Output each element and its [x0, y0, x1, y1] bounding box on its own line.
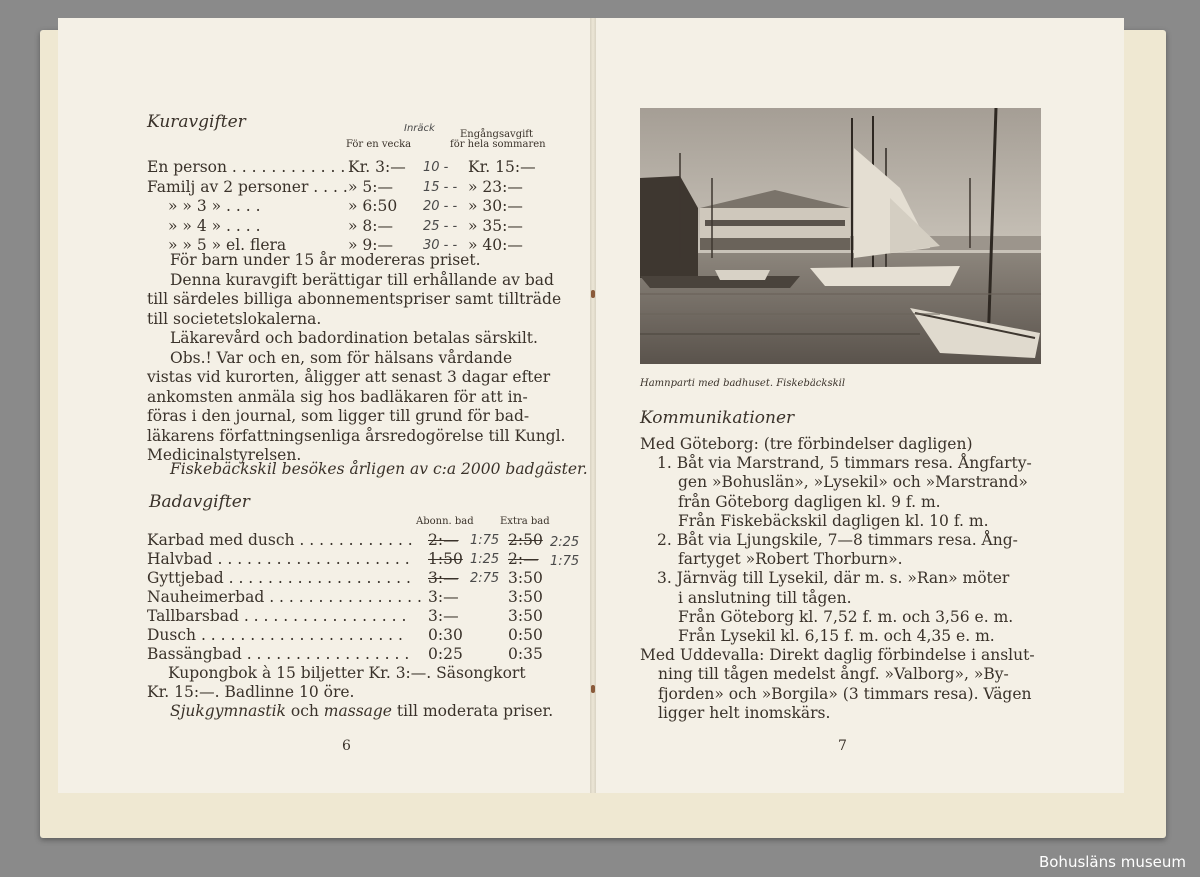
kuravgift-week-price: » 9:— [348, 236, 393, 254]
bath-extra-price: 2:— [508, 550, 539, 568]
kuravgift-season-price: » 30:— [468, 197, 523, 215]
bath-label: Nauheimerbad . . . . . . . . . . . . . . . . [147, 588, 422, 606]
bath-abonn-price: 1:50 [428, 550, 463, 568]
kommunikation-line: i anslutning till tågen. [678, 588, 852, 607]
bath-handwritten-abonn: 1:25 [470, 552, 500, 567]
body-text-line: läkarens författningsenliga årsredogörelse till Kungl. [147, 426, 566, 445]
sjukgymnastik-line [170, 702, 553, 720]
bath-abonn-price: 2:— [428, 531, 459, 549]
photo-caption: Hamnparti med badhuset. Fiskebäckskil [640, 378, 846, 389]
kuravgift-label: Familj av 2 personer . . . . [147, 177, 348, 196]
body-text-line: Medicinalstyrelsen. [147, 446, 302, 464]
heading-badavgifter: Badavgifter [149, 492, 250, 512]
body-text-line: ankomsten anmäla sig hos badläkaren för att in- [147, 387, 528, 406]
body-text-line: Obs.! Var och en, som för hälsans vårdande [170, 348, 513, 367]
bath-abonn-price: 3:— [428, 588, 459, 606]
kuravgift-handwritten: 30 - - [423, 238, 458, 253]
kommunikation-line: fjorden» och »Borgila» (3 timmars resa). Vägen [658, 684, 1032, 703]
bath-abonn-price: 0:25 [428, 645, 463, 663]
bath-label: Karbad med dusch . . . . . . . . . . . . [147, 531, 413, 549]
body-text-line: till societetslokalerna. [147, 309, 322, 328]
kuravgift-handwritten: 25 - - [423, 218, 458, 234]
gutter [590, 18, 596, 793]
kommunikation-line: ligger helt inomskärs. [658, 703, 831, 722]
kommunikation-line: Med Göteborg: (tre förbindelser dagligen) [640, 435, 973, 453]
bath-handwritten-extra: 1:75 [550, 554, 580, 569]
bath-label: Tallbarsbad . . . . . . . . . . . . . . . . . [147, 607, 407, 625]
bath-abonn-price: 3:— [428, 569, 459, 587]
kommunikation-line: 1. Båt via Marstrand, 5 timmars resa. Ångfarty- [657, 454, 1032, 473]
bath-label: Bassängbad . . . . . . . . . . . . . . . . . [147, 645, 410, 663]
kuravgift-handwritten: 15 - - [423, 179, 458, 195]
bath-label: Halvbad . . . . . . . . . . . . . . . . . . . . [147, 550, 410, 568]
kupong-line-2: Kr. 15:—. Badlinne 10 öre. [147, 683, 355, 701]
sjuk-b: och [285, 702, 324, 720]
sjuk-c: massage [323, 702, 392, 720]
kuravgift-handwritten: 20 - - [423, 199, 458, 214]
bath-extra-price: 0:50 [508, 626, 543, 644]
staple-hole [591, 290, 595, 298]
museum-watermark: Bohusläns museum [1038, 853, 1186, 871]
bath-handwritten-abonn: 1:75 [470, 533, 500, 548]
bath-extra-price: 3:50 [508, 588, 543, 606]
col-header-extra: Extra bad [500, 516, 550, 527]
kommunikation-line: 3. Järnväg till Lysekil, där m. s. »Ran» möter [657, 569, 1010, 588]
kuravgift-label: » » 4 » . . . . [168, 216, 261, 235]
bath-label: Gyttjebad . . . . . . . . . . . . . . . . . . . [147, 569, 411, 587]
italic-note: Fiskebäckskil besökes årligen av c:a 2000 badgäster. [170, 460, 588, 478]
kuravgift-week-price: » 5:— [348, 177, 393, 196]
kuravgift-label: » » 5 » el. flera [168, 236, 287, 254]
body-text-line: vistas vid kurorten, åligger att senast 3 dagar efter [147, 368, 551, 386]
body-text-line: För barn under 15 år modereras priset. [170, 251, 481, 269]
kuravgift-label: En person . . . . . . . . . . . . [147, 158, 346, 176]
col-header-week: För en vecka [346, 139, 412, 150]
heading-kommunikationer: Kommunikationer [640, 408, 795, 428]
kommunikation-line: från Göteborg dagligen kl. 9 f. m. [678, 492, 941, 511]
sjuk-d: till moderata priser. [391, 702, 554, 720]
kuravgift-season-price: » 23:— [468, 177, 523, 196]
col-header-abonn: Abonn. bad [416, 516, 474, 527]
page-number-right: 7 [838, 738, 847, 754]
kommunikation-line: fartyget »Robert Thorburn». [678, 550, 903, 569]
kuravgift-season-price: Kr. 15:— [468, 158, 536, 176]
kommunikation-line: 2. Båt via Ljungskile, 7—8 timmars resa. Ång- [657, 531, 1018, 549]
body-text-line: Denna kuravgift berättigar till erhållande av bad [170, 270, 554, 289]
kommunikation-line: gen »Bohuslän», »Lysekil» och »Marstrand» [678, 473, 1028, 492]
kuravgift-week-price: Kr. 3:— [348, 158, 406, 176]
kuravgift-label: » » 3 » . . . . [168, 197, 261, 215]
kommunikation-line: Från Göteborg kl. 7,52 f. m. och 3,56 e. m. [678, 607, 1014, 626]
staple-hole [591, 685, 595, 693]
handwritten-note: Inräck [404, 123, 435, 134]
col-header-season-2: för hela sommaren [450, 139, 546, 150]
col-header-season-1: Engångsavgift [460, 129, 534, 140]
kuravgift-week-price: » 6:50 [348, 197, 398, 215]
kuravgift-season-price: » 40:— [468, 236, 523, 254]
bath-handwritten-abonn: 2:75 [470, 571, 500, 586]
kuravgift-week-price: » 8:— [348, 216, 393, 235]
body-text-line: Läkarevård och badordination betalas särskilt. [170, 329, 538, 347]
heading-kuravgifter: Kuravgifter [147, 112, 246, 132]
kommunikation-line: Från Fiskebäckskil dagligen kl. 10 f. m. [678, 511, 989, 530]
harbour-photo-image [640, 108, 1041, 364]
kupong-line-1: Kupongbok à 15 biljetter Kr. 3:—. Säsongkort [168, 664, 526, 682]
kuravgift-handwritten: 10 - [423, 160, 449, 175]
bath-handwritten-extra: 2:25 [550, 535, 580, 550]
kommunikation-line: Från Lysekil kl. 6,15 f. m. och 4,35 e. m. [678, 627, 995, 645]
body-text-line: föras i den journal, som ligger till grund för bad- [147, 407, 530, 425]
bath-extra-price: 3:50 [508, 569, 543, 587]
bath-abonn-price: 3:— [428, 607, 459, 625]
kommunikation-line: ning till tågen medelst ångf. »Valborg», »By- [658, 665, 1009, 684]
kommunikation-line: Med Uddevalla: Direkt daglig förbindelse i anslut- [640, 646, 1035, 665]
bath-extra-price: 0:35 [508, 645, 543, 663]
bath-extra-price: 3:50 [508, 607, 543, 625]
page-number-left: 6 [342, 738, 351, 754]
bath-abonn-price: 0:30 [428, 626, 463, 644]
body-text-line: till särdeles billiga abonnementspriser samt tillträde [147, 290, 562, 308]
sjuk-a: Sjukgymnastik [170, 702, 286, 720]
harbour-photo [640, 108, 1041, 364]
bath-extra-price: 2:50 [508, 531, 543, 549]
bath-label: Dusch . . . . . . . . . . . . . . . . . . . . . [147, 626, 403, 644]
kuravgift-season-price: » 35:— [468, 216, 523, 235]
